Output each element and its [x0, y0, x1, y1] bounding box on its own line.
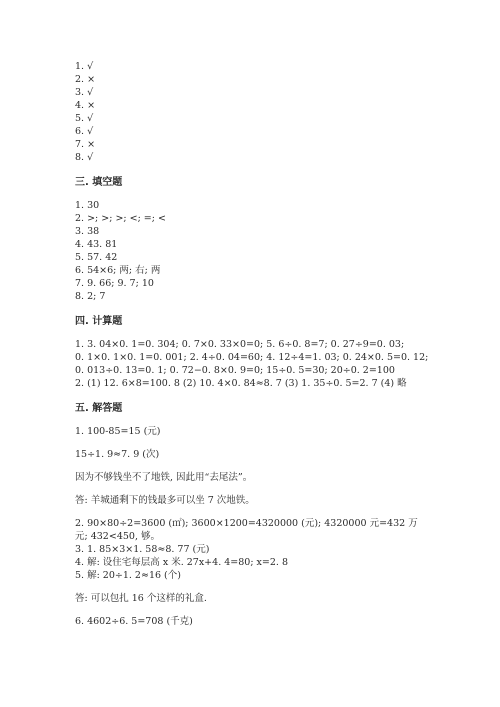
- solution-answers: [75, 425, 445, 628]
- q1-answer: 答: 羊城通剩下的钱最多可以坐 7 次地铁。: [75, 495, 255, 506]
- fill-answer-7: 7. 9. 66; 9. 7; 10: [75, 278, 154, 289]
- q1-line-1: 1. 100-85=15 (元): [75, 426, 161, 437]
- judge-answer-1: 1. √: [75, 61, 94, 72]
- q6-line: 6. 4602÷6. 5=708 (千克): [75, 616, 193, 627]
- fill-answer-8: 8. 2; 7: [75, 291, 106, 302]
- judge-answer-5: 5. √: [75, 113, 94, 124]
- calculation-answers: [75, 338, 445, 390]
- section-4-title: 四. 计算题: [75, 316, 123, 327]
- calc-line-2: 0. 1×0. 1×0. 1=0. 001; 2. 4÷0. 04=60; 4. 12÷4=1. 03; 0. 24×0. 5=0. 12;: [75, 352, 429, 363]
- calc-line-3: 0. 013÷0. 13=0. 1; 0. 72−0. 8×0. 9=0; 15÷0. 5=30; 20÷0. 2=100: [75, 365, 395, 376]
- q5-answer: 答: 可以包扎 16 个这样的礼盒.: [75, 593, 207, 604]
- calc-line-1: 1. 3. 04×0. 1=0. 304; 0. 7×0. 33×0=0; 5. 6÷0. 8=7; 0. 27÷9=0. 03;: [75, 339, 405, 350]
- fill-answer-3: 3. 38: [75, 226, 100, 237]
- judge-answers: [75, 60, 445, 164]
- q5-line: 5. 解: 20÷1. 2≈16 (个): [75, 570, 181, 581]
- fill-answer-6: 6. 54×6; 两; 右; 两: [75, 265, 161, 276]
- q2-line-1: 2. 90×80÷2=3600 (㎡); 3600×1200=4320000 (元); 4320000 元=432 万: [75, 518, 418, 529]
- judge-answer-4: 4. ×: [75, 100, 96, 111]
- fill-blank-answers: [75, 199, 445, 303]
- judge-answer-8: 8. √: [75, 152, 94, 163]
- fill-answer-4: 4. 43. 81: [75, 239, 118, 250]
- judge-answer-6: 6. √: [75, 126, 94, 137]
- section-3-title: 三. 填空题: [75, 177, 123, 188]
- calc-line-4: 2. (1) 12. 6×8=100. 8 (2) 10. 4×0. 84≈8. 7 (3) 1. 35÷0. 5=2. 7 (4) 略: [75, 378, 407, 389]
- q1-line-2: 15÷1. 9≈7. 9 (次): [75, 449, 160, 460]
- fill-answer-5: 5. 57. 42: [75, 252, 118, 263]
- judge-answer-2: 2. ×: [75, 74, 96, 85]
- fill-answer-2: 2. >; >; >; <; =; <: [75, 213, 166, 224]
- q4-line: 4. 解: 设住宅每层高 x 米. 27x+4. 4=80; x=2. 8: [75, 557, 288, 568]
- judge-answer-7: 7. ×: [75, 139, 96, 150]
- q1-line-3: 因为不够钱坐不了地铁, 因此用“去尾法”。: [75, 472, 253, 483]
- section-5-title: 五. 解答题: [75, 403, 123, 414]
- judge-answer-3: 3. √: [75, 87, 94, 98]
- fill-answer-1: 1. 30: [75, 200, 100, 211]
- q3-line: 3. 1. 85×3×1. 58≈8. 77 (元): [75, 544, 210, 555]
- answer-page: [75, 60, 445, 628]
- q2-line-2: 元; 432<450, 够。: [75, 531, 160, 542]
